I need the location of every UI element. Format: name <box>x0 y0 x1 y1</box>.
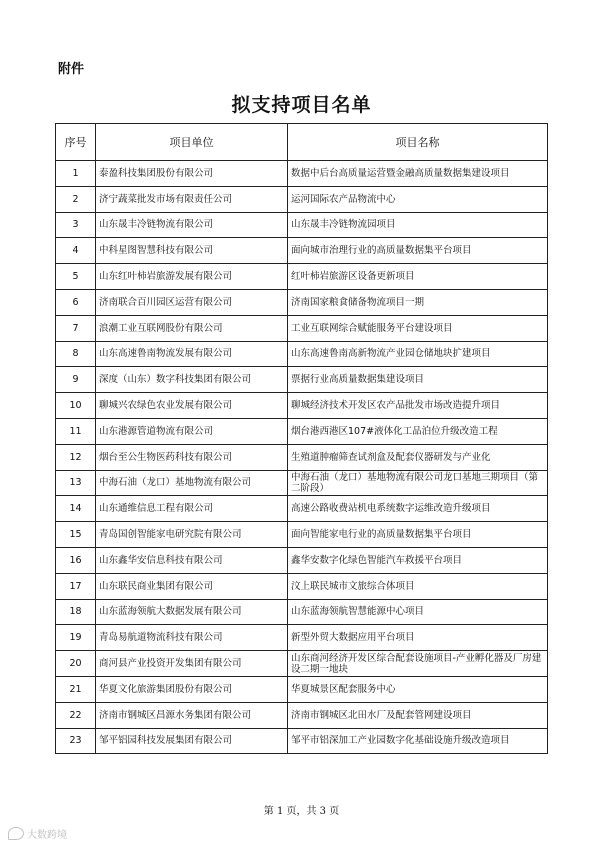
page-footer: 第 1 页，共 3 页 <box>263 806 340 817</box>
cell-unit: 泰盈科技集团股份有限公司 <box>96 161 288 187</box>
cell-unit: 山东蓝海领航大数据发展有限公司 <box>96 599 288 625</box>
cell-seq: 14 <box>56 496 96 522</box>
cell-unit: 济南市钢城区昌源水务集团有限公司 <box>96 702 288 728</box>
cell-project: 数据中后台高质量运营暨金融高质量数据集建设项目 <box>288 161 548 187</box>
project-table <box>55 123 548 754</box>
cell-seq: 1 <box>56 161 96 187</box>
cell-unit: 聊城兴农绿色农业发展有限公司 <box>96 393 288 419</box>
table-row <box>56 702 548 728</box>
cell-project: 济南国家粮食储备物流项目一期 <box>288 289 548 315</box>
cell-unit: 山东红叶柿岩旅游发展有限公司 <box>96 264 288 290</box>
table-row <box>56 341 548 367</box>
cell-seq: 4 <box>56 238 96 264</box>
cell-project: 中海石油（龙口）基地物流有限公司龙口基地三期项目（第二阶段） <box>288 470 548 496</box>
cell-seq: 5 <box>56 264 96 290</box>
cell-project: 工业互联网综合赋能服务平台建设项目 <box>288 315 548 341</box>
table-header-row <box>56 124 548 161</box>
cell-unit: 浪潮工业互联网股份有限公司 <box>96 315 288 341</box>
cell-project: 山东晟丰冷链物流园项目 <box>288 212 548 238</box>
cell-project: 山东蓝海领航智慧能源中心项目 <box>288 599 548 625</box>
table-row <box>56 161 548 187</box>
cell-seq: 12 <box>56 444 96 470</box>
cell-seq: 8 <box>56 341 96 367</box>
table-row <box>56 444 548 470</box>
document-title: 拟支持项目名单 <box>231 94 372 116</box>
cell-project: 票据行业高质量数据集建设项目 <box>288 367 548 393</box>
table-row <box>56 676 548 702</box>
cell-project: 运河国际农产品物流中心 <box>288 186 548 212</box>
cell-seq: 3 <box>56 212 96 238</box>
cell-unit: 山东鑫华安信息科技有限公司 <box>96 547 288 573</box>
header-seq: 序号 <box>56 124 96 161</box>
speech-bubble-icon <box>8 827 24 840</box>
table-row <box>56 522 548 548</box>
cell-project: 山东高速鲁南高新物流产业园仓储地块扩建项目 <box>288 341 548 367</box>
cell-seq: 10 <box>56 393 96 419</box>
cell-unit: 中海石油（龙口）基地物流有限公司 <box>96 470 288 496</box>
table-row <box>56 186 548 212</box>
table-row <box>56 315 548 341</box>
cell-unit: 济宁蔬菜批发市场有限责任公司 <box>96 186 288 212</box>
cell-project: 烟台港西港区107#液体化工品泊位升级改造工程 <box>288 418 548 444</box>
cell-project: 面向城市治理行业的高质量数据集平台项目 <box>288 238 548 264</box>
cell-project: 华夏城景区配套服务中心 <box>288 676 548 702</box>
cell-project: 鑫华安数字化绿色智能汽车救援平台项目 <box>288 547 548 573</box>
cell-project: 高速公路收费站机电系统数字运维改造升级项目 <box>288 496 548 522</box>
table-row <box>56 393 548 419</box>
cell-seq: 9 <box>56 367 96 393</box>
cell-unit: 山东港源管道物流有限公司 <box>96 418 288 444</box>
cell-project: 红叶柿岩旅游区设备更新项目 <box>288 264 548 290</box>
cell-project: 面向智能家电行业的高质量数据集平台项目 <box>288 522 548 548</box>
cell-project: 新型外贸大数据应用平台项目 <box>288 625 548 651</box>
cell-seq: 11 <box>56 418 96 444</box>
table-row <box>56 470 548 496</box>
cell-unit: 山东联民商业集团有限公司 <box>96 573 288 599</box>
cell-unit: 中科星图智慧科技有限公司 <box>96 238 288 264</box>
table-row <box>56 599 548 625</box>
table-row <box>56 496 548 522</box>
attachment-label: 附件 <box>58 62 85 77</box>
cell-unit: 深度（山东）数字科技集团有限公司 <box>96 367 288 393</box>
cell-seq: 2 <box>56 186 96 212</box>
cell-project: 生殖道肿瘤筛查试剂盒及配套仪器研发与产业化 <box>288 444 548 470</box>
table-row <box>56 573 548 599</box>
table-body <box>56 161 548 754</box>
cell-seq: 16 <box>56 547 96 573</box>
cell-unit: 山东晟丰冷链物流有限公司 <box>96 212 288 238</box>
cell-seq: 15 <box>56 522 96 548</box>
cell-unit: 山东高速鲁南物流发展有限公司 <box>96 341 288 367</box>
cell-unit: 烟台至公生物医药科技有限公司 <box>96 444 288 470</box>
table-row <box>56 625 548 651</box>
table-row <box>56 367 548 393</box>
cell-seq: 21 <box>56 676 96 702</box>
table-row <box>56 547 548 573</box>
cell-project: 汶上联民城市文旅综合体项目 <box>288 573 548 599</box>
watermark <box>8 826 67 841</box>
cell-project: 济南市钢城区北田水厂及配套管网建设项目 <box>288 702 548 728</box>
cell-project: 邹平市铝深加工产业园数字化基础设施升级改造项目 <box>288 728 548 754</box>
cell-seq: 19 <box>56 625 96 651</box>
cell-project: 聊城经济技术开发区农产品批发市场改造提升项目 <box>288 393 548 419</box>
cell-project: 山东商河经济开发区综合配套设施项目-产业孵化器及厂房建设二期一地块 <box>288 651 548 677</box>
table-row <box>56 264 548 290</box>
cell-seq: 23 <box>56 728 96 754</box>
cell-unit: 华夏文化旅游集团股份有限公司 <box>96 676 288 702</box>
table-row <box>56 289 548 315</box>
cell-seq: 22 <box>56 702 96 728</box>
cell-unit: 青岛国创智能家电研究院有限公司 <box>96 522 288 548</box>
cell-unit: 济南联合百川园区运营有限公司 <box>96 289 288 315</box>
cell-unit: 邹平铝园科技发展集团有限公司 <box>96 728 288 754</box>
header-unit: 项目单位 <box>96 124 288 161</box>
table-row <box>56 418 548 444</box>
header-project: 项目名称 <box>288 124 548 161</box>
cell-seq: 18 <box>56 599 96 625</box>
cell-seq: 6 <box>56 289 96 315</box>
cell-unit: 商河县产业投资开发集团有限公司 <box>96 651 288 677</box>
cell-seq: 20 <box>56 651 96 677</box>
cell-seq: 13 <box>56 470 96 496</box>
watermark-text: 大数跨境 <box>27 830 67 841</box>
cell-seq: 17 <box>56 573 96 599</box>
cell-unit: 山东通维信息工程有限公司 <box>96 496 288 522</box>
table-row <box>56 212 548 238</box>
table-row <box>56 728 548 754</box>
cell-seq: 7 <box>56 315 96 341</box>
table-row <box>56 238 548 264</box>
table-row <box>56 651 548 677</box>
cell-unit: 青岛易航道物流科技有限公司 <box>96 625 288 651</box>
